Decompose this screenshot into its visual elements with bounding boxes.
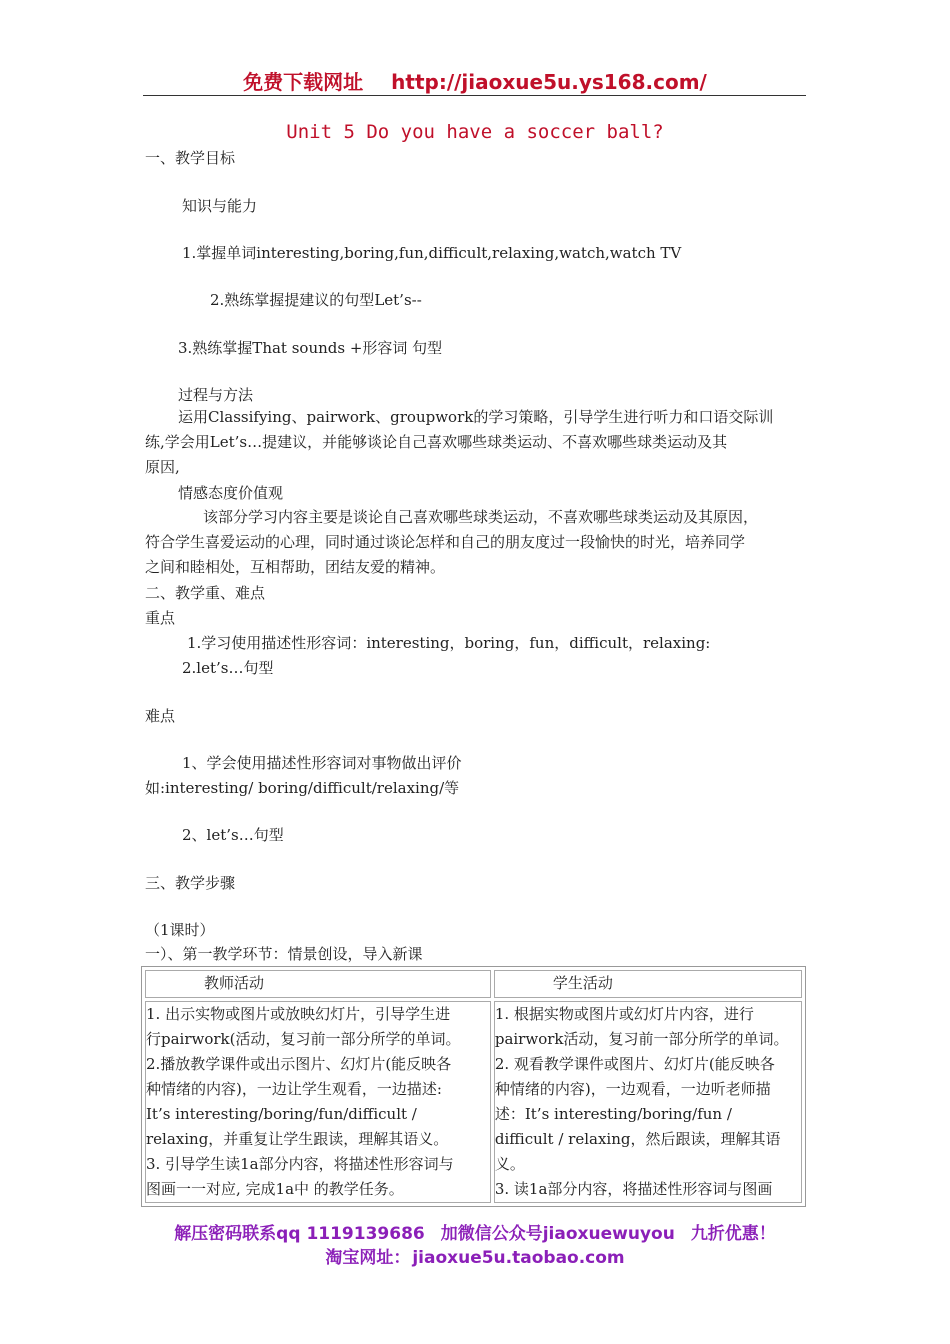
student-line: 2. 观看教学课件或图片、幻灯片(能反映各 (494, 1055, 775, 1073)
activity-table (141, 966, 806, 1207)
objective-item-1: 1.掌握单词interesting,boring,fun,difficult,relaxing,watch,watch TV (182, 244, 682, 262)
process-paragraph (145, 405, 773, 480)
process-line: 运用Classifying、pairwork、groupwork的学习策略，引导学生进行听力和口语交际训 (178, 408, 774, 426)
emotion-line: 符合学生喜爱运动的心理，同时通过谈论怎样和自己的朋友度过一段愉快的时光，培养同学 (145, 533, 746, 551)
table-row (145, 1001, 802, 1203)
student-header: 学生活动 (494, 970, 802, 998)
emotion-paragraph (145, 505, 758, 580)
section2-heading: 二、教学重、难点 (145, 584, 266, 602)
period-label: （1课时） (145, 921, 215, 939)
difficult-item-2: 如:interesting/ boring/difficult/relaxing/等 (145, 779, 460, 797)
download-url[interactable]: http://jiaoxue5u.ys168.com/ (391, 70, 707, 94)
knowledge-heading: 知识与能力 (182, 197, 258, 215)
teacher-activity-cell (145, 1001, 491, 1203)
teacher-line: 行pairwork(活动，复习前一部分所学的单词。 (146, 1030, 461, 1048)
teacher-line: It’s interesting/boring/fun/difficult / (146, 1105, 417, 1123)
difficult-item-3: 2、let’s…句型 (182, 826, 284, 844)
section3-heading: 三、教学步骤 (145, 874, 236, 892)
difficult-heading: 难点 (145, 707, 176, 725)
key-heading: 重点 (145, 609, 176, 627)
section1-heading: 一、教学目标 (145, 149, 236, 167)
teacher-line: 种情绪的内容)，一边让学生观看，一边描述: (146, 1080, 442, 1098)
teacher-line: 图画一一对应, 完成1a中 的教学任务。 (146, 1180, 404, 1198)
teacher-header: 教师活动 (145, 970, 491, 998)
student-line: 义。 (494, 1155, 525, 1173)
teacher-line: 2.播放教学课件或出示图片、幻灯片(能反映各 (146, 1055, 452, 1073)
teacher-line: 3. 引导学生读1a部分内容，将描述性形容词与 (146, 1155, 454, 1173)
footer-taobao (0, 1243, 950, 1268)
discount-text: 九折优惠！ (690, 1224, 776, 1244)
footer-contact (0, 1219, 950, 1244)
emotion-line: 该部分学习内容主要是谈论自己喜欢哪些球类运动，不喜欢哪些球类运动及其原因， (203, 508, 759, 526)
header-divider (143, 95, 806, 96)
taobao-url[interactable]: jiaoxue5u.taobao.com (412, 1248, 625, 1268)
key-item-2: 2.let’s…句型 (182, 659, 274, 677)
download-label: 免费下载网址 (243, 70, 364, 94)
download-header (0, 66, 950, 95)
contact-text: 解压密码联系qq 1119139686 (174, 1224, 425, 1244)
emotion-heading: 情感态度价值观 (178, 484, 284, 502)
student-line: difficult / relaxing，然后跟读，理解其语 (494, 1130, 781, 1148)
step1-heading: 一）、第一教学环节：情景创设，导入新课 (145, 945, 423, 963)
page-title: Unit 5 Do you have a soccer ball? (286, 121, 664, 143)
student-line: 种情绪的内容)，一边观看，一边听老师描 (494, 1080, 771, 1098)
process-line: 原因, (145, 458, 180, 476)
process-line: 练,学会用Let’s…提建议，并能够谈论自己喜欢哪些球类运动、不喜欢哪些球类运动及其 (145, 433, 728, 451)
student-line: 述：It’s interesting/boring/fun / (494, 1105, 732, 1123)
student-line: 3. 读1a部分内容，将描述性形容词与图画 (494, 1180, 773, 1198)
process-heading: 过程与方法 (178, 386, 254, 404)
difficult-item-1: 1、学会使用描述性形容词对事物做出评价 (182, 754, 462, 772)
teacher-line: 1. 出示实物或图片或放映幻灯片，引导学生进 (146, 1005, 451, 1023)
objective-item-3: 3.熟练掌握That sounds +形容词 句型 (178, 339, 443, 357)
key-item-1: 1.学习使用描述性形容词：interesting，boring，fun，difficult，relaxing: (187, 634, 711, 652)
taobao-label: 淘宝网址： (325, 1248, 411, 1268)
student-line: 1. 根据实物或图片或幻灯片内容，进行 (494, 1005, 754, 1023)
emotion-line: 之间和睦相处，互相帮助，团结友爱的精神。 (145, 558, 446, 576)
objective-item-2: 2.熟练掌握提建议的句型Let’s-- (210, 291, 422, 309)
wechat-text: 加微信公众号jiaoxuewuyou (440, 1224, 675, 1244)
student-line: pairwork活动，复习前一部分所学的单词。 (494, 1030, 789, 1048)
student-activity-cell (494, 1001, 802, 1203)
teacher-line: relaxing，并重复让学生跟读，理解其语义。 (146, 1130, 449, 1148)
table-header-row (145, 970, 802, 998)
